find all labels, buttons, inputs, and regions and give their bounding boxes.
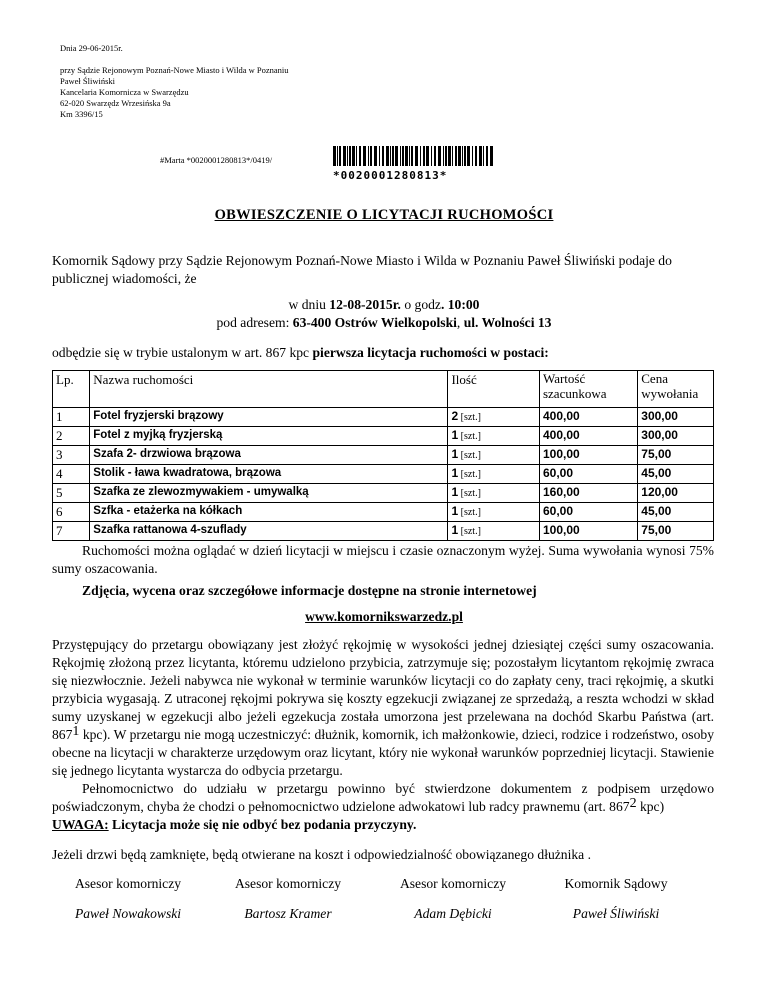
signature-role: Asesor komorniczy xyxy=(74,876,182,891)
row-qty: 1 xyxy=(451,447,459,461)
signature-role: Asesor komorniczy xyxy=(399,876,507,891)
row-qty-cell xyxy=(448,522,540,541)
row-value: 100,00 xyxy=(539,446,637,465)
row-qty: 1 xyxy=(451,485,459,499)
barcode-text: *0020001280813* xyxy=(333,169,448,182)
signature-3 xyxy=(363,876,543,922)
doors-notice: Jeżeli drzwi będą zamknięte, będą otwierane na koszt i odpowiedzialność obowiązanego dłużnika . xyxy=(52,847,592,862)
row-value: 400,00 xyxy=(539,427,637,446)
row-value: 160,00 xyxy=(539,484,637,503)
table-row xyxy=(53,503,714,522)
mode-bold: pierwsza licytacja ruchomości w postaci: xyxy=(312,345,549,360)
auction-mode xyxy=(52,344,549,362)
warning-line xyxy=(52,816,416,834)
row-qty-cell xyxy=(448,465,540,484)
row-price: 75,00 xyxy=(638,446,714,465)
address-street: ul. Wolności 13 xyxy=(463,315,552,330)
office-name: Kancelaria Komornicza w Swarzędzu xyxy=(60,87,189,97)
auction-date: 12-08-2015r. xyxy=(329,297,401,312)
bailiff-court: przy Sądzie Rejonowym Poznań-Nowe Miasto i Wilda w Poznaniu xyxy=(60,65,289,75)
proxy-part2: kpc) xyxy=(636,799,665,814)
reference-code: #Marta *0020001280813*/0419/ xyxy=(160,155,273,165)
address-sep: , xyxy=(456,315,464,330)
header-block xyxy=(60,43,289,120)
table-row xyxy=(53,522,714,541)
row-name: Szafka ze zlewozmywakiem - umywalką xyxy=(90,484,448,503)
row-lp: 6 xyxy=(53,503,90,522)
barcode xyxy=(333,146,493,181)
row-qty: 1 xyxy=(451,466,459,480)
row-value: 60,00 xyxy=(539,503,637,522)
col-header-value: Wartość szacunkowa xyxy=(539,371,637,408)
signature-role: Komornik Sądowy xyxy=(564,876,668,891)
row-name: Stolik - ława kwadratowa, brązowa xyxy=(90,465,448,484)
items-table xyxy=(52,370,714,541)
rules-part2: kpc). W przetargu nie mogą uczestniczyć: dłużnik, komornik, ich małżonkowie, dzieci, rodzice i rodzeństwo, osoby obecne na licytacji w charakterze urzędowym oraz licytant, który nie wykonał warunków poprzedniej licytacji. Stawienie się jednego licytanta wystarcza do odbycia przetargu. xyxy=(52,727,714,778)
table-row xyxy=(53,446,714,465)
page-title: OBWIESZCZENIE O LICYTACJI RUCHOMOŚCI xyxy=(214,207,554,223)
document-date: Dnia 29-06-2015r. xyxy=(60,43,123,53)
row-price: 45,00 xyxy=(638,503,714,522)
mode-text: odbędzie się w trybie ustalonym w art. 867 kpc xyxy=(52,345,313,360)
when-mid: o godz xyxy=(400,297,441,312)
signature-4 xyxy=(526,876,706,922)
viewing-info: Ruchomości można oglądać w dzień licytacji w miejscu i czasie oznaczonym wyżej. Suma wywołania wynosi 75% sumy oszacowania. xyxy=(52,543,714,576)
row-lp: 4 xyxy=(53,465,90,484)
row-lp: 5 xyxy=(53,484,90,503)
row-lp: 3 xyxy=(53,446,90,465)
row-name: Fotel fryzjerski brązowy xyxy=(90,408,448,427)
when-prefix: w dniu xyxy=(288,297,330,312)
signature-2 xyxy=(198,876,378,922)
rules-text xyxy=(52,636,714,780)
intro-text: Komornik Sądowy przy Sądzie Rejonowym Poznań-Nowe Miasto i Wilda w Poznaniu Paweł Śliwiński podaje do publicznej wiadomości, że xyxy=(52,253,672,286)
row-unit: [szt.] xyxy=(458,526,481,537)
row-price: 45,00 xyxy=(638,465,714,484)
signature-name: Paweł Śliwiński xyxy=(572,906,660,921)
table-row xyxy=(53,465,714,484)
row-unit: [szt.] xyxy=(458,469,481,480)
row-unit: [szt.] xyxy=(458,412,481,423)
address-city: 63-400 Ostrów Wielkopolski xyxy=(292,315,457,330)
row-unit: [szt.] xyxy=(458,488,481,499)
table-row xyxy=(53,408,714,427)
row-name: Szafa 2- drzwiowa brązowa xyxy=(90,446,448,465)
signature-name: Paweł Nowakowski xyxy=(74,906,182,921)
bailiff-name: Paweł Śliwiński xyxy=(60,76,116,86)
row-value: 100,00 xyxy=(539,522,637,541)
row-value: 60,00 xyxy=(539,465,637,484)
row-name: Szfka - etażerka na kółkach xyxy=(90,503,448,522)
row-name: Szafka rattanowa 4-szuflady xyxy=(90,522,448,541)
row-unit: [szt.] xyxy=(458,507,481,518)
auction-hour: . 10:00 xyxy=(440,297,480,312)
office-address: 62-020 Swarzędz Wrzesińska 9a xyxy=(60,98,171,108)
row-qty-cell xyxy=(448,408,540,427)
row-qty: 2 xyxy=(451,409,459,423)
address-prefix: pod adresem: xyxy=(216,315,293,330)
row-lp: 7 xyxy=(53,522,90,541)
row-qty: 1 xyxy=(451,523,459,537)
signature-role: Asesor komorniczy xyxy=(234,876,342,891)
col-header-name: Nazwa ruchomości xyxy=(90,371,448,408)
table-header-row xyxy=(53,371,714,408)
proxy-sup: 2 xyxy=(629,796,637,811)
row-unit: [szt.] xyxy=(458,450,481,461)
proxy-text xyxy=(52,780,714,816)
row-price: 300,00 xyxy=(638,427,714,446)
warning-label: UWAGA: xyxy=(52,817,109,832)
row-unit: [szt.] xyxy=(458,431,481,442)
auction-address xyxy=(0,314,768,332)
row-qty: 1 xyxy=(451,504,459,518)
table-body xyxy=(53,408,714,541)
col-header-lp: Lp. xyxy=(53,371,90,408)
photos-info: Zdjęcia, wycena oraz szczegółowe informacje dostępne na stronie internetowej xyxy=(82,583,537,598)
row-price: 120,00 xyxy=(638,484,714,503)
row-qty-cell xyxy=(448,427,540,446)
row-qty-cell xyxy=(448,484,540,503)
rules-part1: Przystępujący do przetargu obowiązany jest złożyć rękojmię w wysokości jednej dziesiątej części sumy oszacowania. Rękojmię złożoną przez licytanta, któremu udzielono przybicia, zatrzymuje się; pozostałym licytantom rękojmię zwraca się niezwłocznie. Jeżeli nabywca nie wykonał w terminie warunków licytacji co do zapłaty ceny, traci rękojmię, a skutki przybicia wygasają. Z utraconej rękojmi pokrywa się koszty egzekucji związanej ze sprzedażą, a reszta wchodzi w skład sumy uzyskanej w egzekucji albo jeżeli egzekucja została umorzona jest przelewana na dochód Skarbu Państwa (art. 867 xyxy=(52,637,714,742)
table-row xyxy=(53,484,714,503)
row-value: 400,00 xyxy=(539,408,637,427)
website-link[interactable]: www.komornikswarzedz.pl xyxy=(305,609,463,624)
warning-text: Licytacja może się nie odbyć bez podania przyczyny. xyxy=(108,817,417,832)
row-lp: 1 xyxy=(53,408,90,427)
row-qty-cell xyxy=(448,446,540,465)
row-qty: 1 xyxy=(451,428,459,442)
signature-name: Adam Dębicki xyxy=(414,906,492,921)
rules-sup1: 1 xyxy=(72,724,80,739)
proxy-part1: Pełnomocnictwo do udziału w przetargu powinno być stwierdzone dokumentem z podpisem urzędowo poświadczonym, chyba że chodzi o pełnomocnictwo udzielone adwokatowi lub radcy prawnemu (art. 867 xyxy=(52,781,714,814)
table-row xyxy=(53,427,714,446)
col-header-qty: Ilość xyxy=(448,371,540,408)
case-number: Km 3396/15 xyxy=(60,109,103,119)
row-name: Fotel z myjką fryzjerską xyxy=(90,427,448,446)
barcode-icon xyxy=(333,146,493,166)
signature-name: Bartosz Kramer xyxy=(244,906,332,921)
row-price: 75,00 xyxy=(638,522,714,541)
row-qty-cell xyxy=(448,503,540,522)
auction-time xyxy=(0,296,768,314)
signature-1 xyxy=(38,876,218,922)
col-header-price: Cena wywołania xyxy=(638,371,714,408)
row-lp: 2 xyxy=(53,427,90,446)
row-price: 300,00 xyxy=(638,408,714,427)
